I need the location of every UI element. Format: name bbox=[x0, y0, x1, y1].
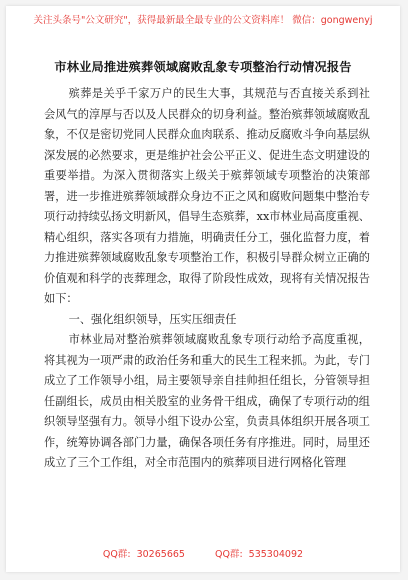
banner-text: 关注头条号"公文研究"，获得最新最全最专业的公文资料库！ 微信：gongwenyj bbox=[33, 15, 373, 26]
section-heading: 一、强化组织领导，压实压细责任 bbox=[68, 312, 237, 326]
body-paragraph: 市林业局对整治殡葬领域腐败乱象专项行动给予高度重视，将其视为一项严肃的政治任务和重大的民生工程来抓。为此，专门成立了工作领导小组，局主要领导亲自挂帅担任组长，分管领导担任副组长，成员由相关股室的业务骨干组成，确保了专项行动的组织领导坚强有力。领导小组下设办公室，负责具体组织开展各项工作，统筹协调各部门力量，确保各项任务有序推进。同时，局里还成立了三个工作组，对全市范围内的殡葬项目进行网格化管理 bbox=[44, 333, 370, 469]
document-title: 市林业局推进殡葬领域腐败乱象专项整治行动情况报告 bbox=[54, 60, 352, 74]
qq-group-2: QQ群: 535304092 bbox=[214, 549, 304, 560]
promo-banner bbox=[6, 14, 400, 44]
contact-footer bbox=[6, 546, 400, 560]
intro-paragraph: 殡葬是关乎千家万户的民生大事，其规范与否直接关系到社会风气的淳厚与否以及人民群众的切身利益。整治殡葬领域腐败乱象，不仅是密切党同人民群众血肉联系、推动反腐败斗争向基层纵深发展的必然要求，更是维护社会公平正义、促进生态文明建设的重要举措。为深入贯彻落实上级关于殡葬领域专项整治的决策部署，进一步推进殡葬领域群众身边不正之风和腐败问题集中整治专项行动持续弘扬文明新风，倡导生态殡葬，xx市林业局高度重视、精心组织，落实各项有力措施，明确责任分工，强化监督力度，着力推进殡葬领域腐败乱象专项整治工作，积极引导群众树立正确的价值观和科学的丧葬理念，取得了阶段性成效，现将有关情况报告如下： bbox=[44, 87, 370, 305]
qq-group-1: QQ群: 30265665 bbox=[102, 549, 185, 560]
document-page bbox=[6, 6, 400, 572]
document-body bbox=[44, 84, 370, 474]
